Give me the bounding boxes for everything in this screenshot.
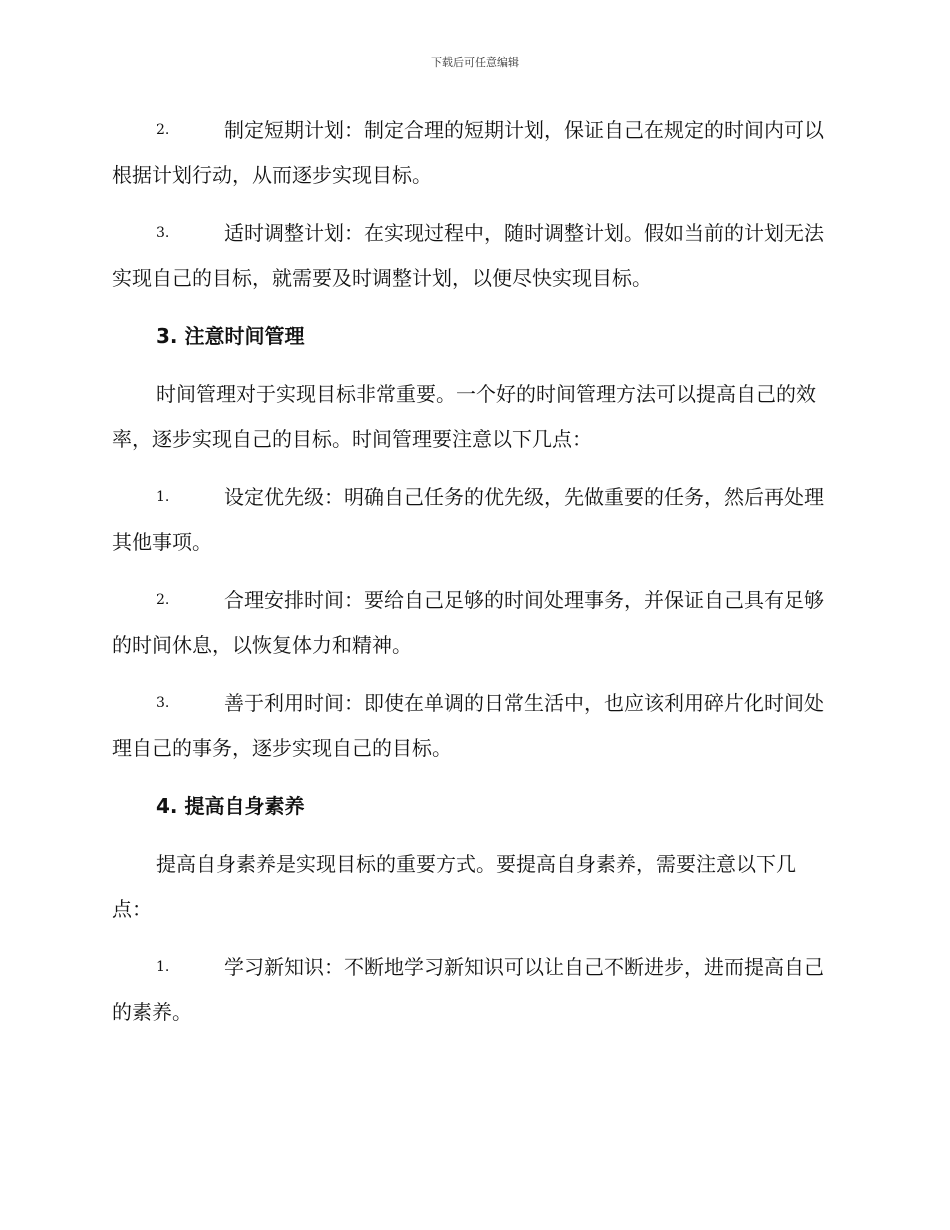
list-item-text: 学习新知识：不断地学习新知识可以让自己不断进步，进而提高自己的素养。	[112, 955, 824, 1024]
paragraph: 提高自身素养是实现目标的重要方式。要提高自身素养，需要注意以下几点：	[112, 852, 796, 921]
list-number: 2.	[156, 122, 170, 138]
list-item	[112, 578, 834, 668]
list-number: 3.	[156, 225, 170, 241]
list-item-text: 制定短期计划：制定合理的短期计划，保证自己在规定的时间内可以根据计划行动，从而逐步实现目标。	[112, 118, 824, 187]
list-item-text: 善于利用时间：即使在单调的日常生活中，也应该利用碎片化时间处理自己的事务，逐步实现自己的目标。	[112, 691, 824, 760]
list-number: 1.	[156, 959, 170, 975]
section-heading: 3. 注意时间管理	[156, 324, 305, 348]
section-heading: 4. 提高自身素养	[156, 794, 305, 818]
paragraph: 时间管理对于实现目标非常重要。一个好的时间管理方法可以提高自己的效率，逐步实现自己的目标。时间管理要注意以下几点：	[112, 382, 816, 451]
list-item-text: 适时调整计划：在实现过程中，随时调整计划。假如当前的计划无法实现自己的目标，就需要及时调整计划，以便尽快实现目标。	[112, 221, 824, 290]
page-header: 下载后可任意编辑	[431, 56, 519, 69]
list-number: 2.	[156, 592, 170, 608]
list-item	[112, 945, 834, 1035]
list-item	[112, 108, 834, 198]
list-item-text: 合理安排时间：要给自己足够的时间处理事务，并保证自己具有足够的时间休息，以恢复体力和精神。	[112, 588, 824, 657]
list-number: 1.	[156, 489, 170, 505]
list-item-text: 设定优先级：明确自己任务的优先级，先做重要的任务，然后再处理其他事项。	[112, 485, 824, 554]
document-body	[112, 108, 834, 1048]
list-number: 3.	[156, 695, 170, 711]
list-item	[112, 475, 834, 565]
list-item	[112, 681, 834, 771]
list-item	[112, 211, 834, 301]
